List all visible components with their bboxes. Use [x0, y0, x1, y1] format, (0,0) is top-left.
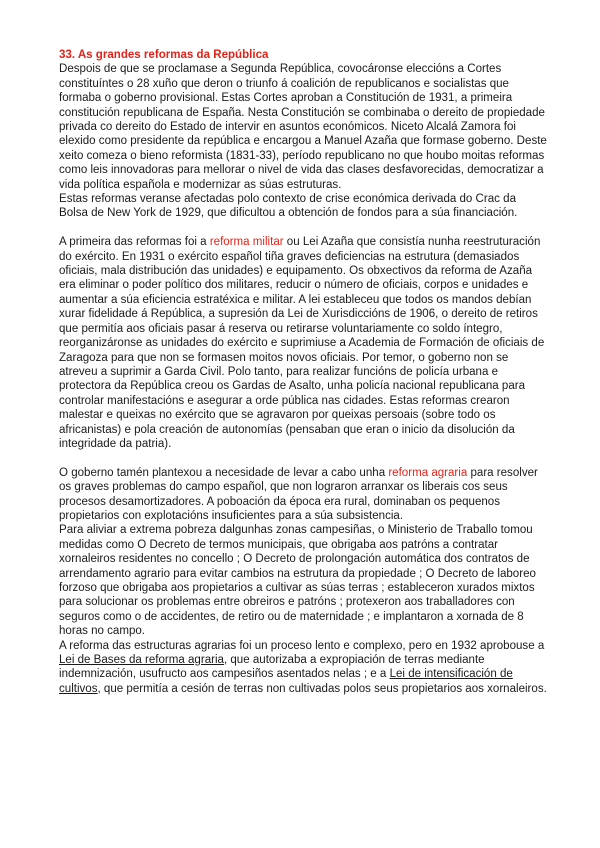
agrarian-reform-highlight: reforma agraria [388, 466, 468, 479]
military-lead-text: A primeira das reformas foi a [59, 236, 210, 249]
intro-paragraph-1: Despois de que se proclamase a Segunda República, covocáronse eleccións a Cortes constituíntes o 28 xuño que deron o triunfo á coalición de republicanos e socialistas que formaba o goberno provisional. Estas Cortes aproban a Constitución de 1931, a primeira constitución republicana de España. Nesta Constitución se combinaba o dereito de propiedade privada co dereito do Estado de intervir en asuntos económicos. Niceto Alcalá Zamora foi elexido como presidente da república e encargou a Manuel Azaña que formase goberno. Deste xeito comeza o bieno reformista (1831-33), período republicano no que houbo moitas reformas como leis innovadoras para mellorar o nivel de vida das clases desfavorecidas, democratizar a vida política española e modernizar as súas estruturas. [59, 63, 547, 191]
lei-bases-reforma-agraria-link[interactable]: Lei de Bases da reforma agraria [59, 654, 224, 667]
lei-intensificacion-cultivos-link[interactable]: Lei de intensificación de cultivos [59, 668, 513, 695]
agrarian-p3-text-c: , que permitía a cesión de terras non cultivadas polos seus propietarios aos xornaleiros. [97, 682, 547, 695]
agrarian-body-text: para resolver os graves problemas do campo español, que non lograron arranxar os liberais cos seus procesos desamortizadores. A poboación da época era rural, dominaban os pequenos propietarios con explotacións insuficientes para a súa subsistencia. [59, 466, 538, 522]
agrarian-lead-text: O goberno tamén plantexou a necesidade de levar a cabo unha [59, 466, 389, 479]
agrarian-reform-paragraph-3 [59, 639, 548, 697]
agrarian-reform-paragraph-1 [59, 466, 548, 524]
paragraph-gap [59, 451, 548, 465]
military-reform-highlight: reforma militar [209, 236, 284, 249]
agrarian-p3-text-b: , que autorizaba a expropiación de terras mediante indemnización, usufructo aos campesiños asentados nelas ; e a [59, 654, 485, 681]
section-title: 33. As grandes reformas da República [59, 49, 269, 61]
military-body-text: ou Lei Azaña que consistía nunha reestruturación do exército. En 1931 o exército español tiña graves deficiencias na estrutura (demasiados oficiais, mala distribución das unidades) e equipamento. Os obxectivos da reforma de Azaña era eliminar o poder político dos militares, reducir o número de oficiais, corpos e unidades e aumentar a súa eficiencia estratéxica e militar. A lei estableceu que todos os mandos debían xurar fidelidade á República, a supresión da Lei de Xurisdiccións de 1906, o dereito de retiros que permitía aos oficiais pasar á reserva ou retirarse voluntariamente co soldo íntegro, reorganizáronse as unidades do exército e suprimiuse a Academia de Formación de oficiais de Zaragoza para que non se formasen moitos novos oficiais. Por temor, o goberno non se atreveu a suprimir a Garda Civil. Polo tanto, para realizar funcións de policía urbana e protectora da República creou os Gardas de Asalto, unha policía nacional republicana para controlar manifestacións e asegurar a orde pública nas cidades. Estas reformas crearon malestar e queixas no exército que se agravaron por queixas persoais (sobre todo os africanistas) e pola creación de autonomías (pensaban que eran o inicio da disolución da integridade da patria). [59, 236, 545, 450]
intro-paragraph-2: Estas reformas veranse afectadas polo contexto de crise económica derivada do Crac da Bolsa de New York de 1929, que dificultou a obtención de fondos para a súa financiación. [59, 193, 518, 220]
agrarian-reform-paragraph-2: Para aliviar a extrema pobreza dalgunhas zonas campesiñas, o Ministerio de Traballo tomou medidas como O Decreto de termos municipais, que obrigaba aos patróns a contratar xornaleiros residentes no concello ; O Decreto de prolongación automática dos contratos de arrendamento agrario para evitar cambios na estrutura da propiedade ; O Decreto de laboreo forzoso que obrigaba aos propietarios a cultivar as súas terras ; estableceron xurados mixtos para solucionar os problemas entre obreiros e patróns ; protexeron aos traballadores con seguros como o de accidentes, de retiro ou de maternidade ; e implantaron a xornada de 8 horas no campo. [59, 524, 536, 638]
agrarian-p3-text-a: A reforma das estructuras agrarias foi un proceso lento e complexo, pero en 1932 aprobouse a [59, 639, 545, 652]
paragraph-gap [59, 221, 548, 235]
military-reform-paragraph [59, 235, 548, 451]
